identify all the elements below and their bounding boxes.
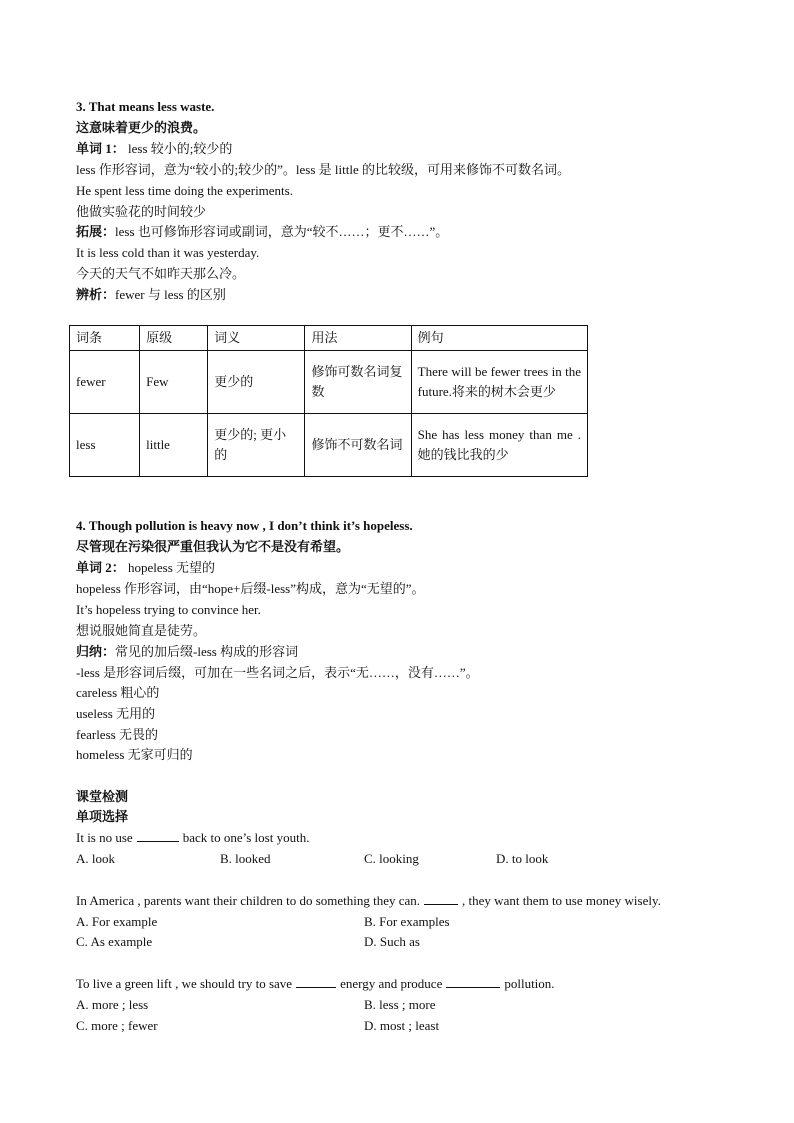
option-a: A. look [76,851,115,866]
section4-heading: 4. Though pollution is heavy now , I don’t think it’s hopeless. [76,518,413,533]
extension-label: 拓展： [76,224,116,239]
option-c: C. As example [76,934,153,949]
table-cell-usage: 修饰可数名词复数 [305,351,411,414]
summary-label: 归纳： [76,644,116,659]
section3-extension [76,223,448,241]
quiz-subtitle: 单项选择 [76,809,129,824]
table-cell-meaning: 更少的; 更小的 [208,414,305,477]
table-header-row [70,326,588,351]
section3-ext-example-cn: 今天的天气不如昨天那么冷。 [76,266,246,281]
question-text: It is no use [76,830,133,845]
question-1 [76,829,309,847]
table-cell-word: fewer [70,351,140,414]
table-header-cell: 词义 [208,326,305,351]
answer-blank [137,829,179,842]
question-text: In America , parents want their children to do something they can. [76,893,421,908]
table-header-cell: 例句 [411,326,587,351]
comparison-table [69,325,588,477]
section4-translation: 尽管现在污染很严重但我认为它不是没有希望。 [76,539,350,554]
quiz-title: 课堂检测 [76,789,129,804]
section4-example-en: It’s hopeless trying to convince her. [76,602,261,617]
table-cell-meaning: 更少的 [208,351,305,414]
table-cell-example: There will be fewer trees in the future.将来的树木会更少 [411,351,587,414]
option-d: D. to look [496,851,549,866]
option-b: B. less ; more [364,997,436,1012]
option-b: B. looked [220,851,271,866]
option-d: D. Such as [364,934,420,949]
section4-summary [76,643,298,661]
vocab-item: fearless 无畏的 [76,727,158,742]
question-3 [76,975,555,993]
option-b: B. For examples [364,914,450,929]
table-cell-example: She has less money than me .她的钱比我的少 [411,414,587,477]
answer-blank [446,975,500,988]
question-2 [76,892,661,910]
section4-explain: hopeless 作形容词，由“hope+后缀-less”构成，意为“无望的”。 [76,581,425,596]
question-text: back to one’s lost youth. [182,830,310,845]
answer-blank [424,892,458,905]
question-text: pollution. [504,976,555,991]
word-text: less 较小的;较少的 [124,141,233,156]
difference-text: fewer 与 less 的区别 [115,287,226,302]
section4-example-cn: 想说服她简直是徒劳。 [76,623,207,638]
option-a: A. more ; less [76,997,149,1012]
word-label: 单词 1： [76,141,125,156]
table-cell-usage: 修饰不可数名词 [305,414,411,477]
vocab-item: useless 无用的 [76,706,156,721]
option-c: C. more ; fewer [76,1018,158,1033]
section3-word-line [76,140,232,158]
question-text: energy and produce [340,976,443,991]
answer-blank [296,975,336,988]
table-cell-word: less [70,414,140,477]
table-row [70,414,588,477]
section3-heading: 3. That means less waste. [76,99,215,114]
question-text: , they want them to use money wisely. [462,893,661,908]
table-cell-base: Few [140,351,208,414]
table-row [70,351,588,414]
section3-ext-example-en: It is less cold than it was yesterday. [76,245,260,260]
section4-summary-explain: -less 是形容词后缀，可加在一些名词之后，表示“无……，没有……”。 [76,665,479,680]
section3-example-en: He spent less time doing the experiments. [76,183,293,198]
section3-example-cn: 他做实验花的时间较少 [76,204,207,219]
option-c: C. looking [364,851,419,866]
summary-text: 常见的加后缀-less 构成的形容词 [115,644,299,659]
vocab-item: homeless 无家可归的 [76,747,193,762]
word-label: 单词 2： [76,560,125,575]
table-header-cell: 词条 [70,326,140,351]
option-d: D. most ; least [364,1018,440,1033]
section3-explain: less 作形容词，意为“较小的;较少的”。less 是 little 的比较级，可用来修饰不可数名词。 [76,162,570,177]
table-header-cell: 原级 [140,326,208,351]
difference-label: 辨析： [76,287,116,302]
vocab-item: careless 粗心的 [76,685,160,700]
option-a: A. For example [76,914,158,929]
question-text: To live a green lift , we should try to save [76,976,293,991]
extension-text: less 也可修饰形容词或副词，意为“较不……；更不……”。 [115,224,449,239]
section4-word-line [76,559,215,577]
word-text: hopeless 无望的 [124,560,216,575]
section3-difference [76,286,226,304]
section3-translation: 这意味着更少的浪费。 [76,120,207,135]
table-cell-base: little [140,414,208,477]
table-header-cell: 用法 [305,326,411,351]
